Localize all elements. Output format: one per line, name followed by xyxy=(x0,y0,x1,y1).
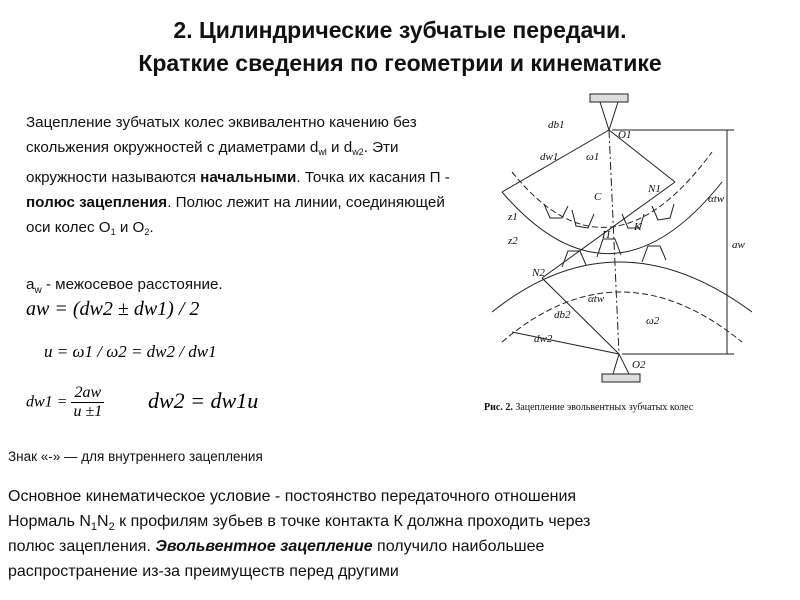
condition-text: полюс зацепления. xyxy=(8,538,156,555)
term-pitch-point: полюс зацепления xyxy=(26,194,168,211)
subscript: 1 xyxy=(110,227,116,237)
center-line xyxy=(609,130,619,354)
fraction-numerator: 2aw xyxy=(71,384,104,403)
gear-mesh-diagram xyxy=(472,92,792,437)
condition-text: Нормаль N xyxy=(8,513,91,530)
subscript: 2 xyxy=(144,227,150,237)
support-line xyxy=(600,102,609,130)
term-involute-mesh: Эвольвентное зацепление xyxy=(155,538,373,555)
caption-text: Зацепление эвольвентных зубчатых колес xyxy=(515,402,694,413)
subscript: 2 xyxy=(108,521,115,534)
title-line-2: Краткие сведения по геометрии и кинематике xyxy=(138,50,662,76)
formula-left: dw1 = xyxy=(26,393,68,411)
support-top xyxy=(590,94,628,102)
center-distance-note xyxy=(26,276,223,296)
label-omega1: ω1 xyxy=(586,151,600,163)
label-dw2: dw2 xyxy=(534,333,553,345)
condition-line-3 xyxy=(8,534,788,559)
formula-dw2 xyxy=(148,388,258,414)
intro-text: Зацепление зубчатых колес эквивалентно качению без скольжения окружностей с диаметрами d xyxy=(26,114,417,156)
support-bottom xyxy=(602,374,640,382)
label-c: C xyxy=(594,191,602,203)
label-db2: db2 xyxy=(554,309,571,321)
intro-text: и О xyxy=(115,219,145,236)
caption-number: 2. xyxy=(505,402,513,413)
figure-caption xyxy=(484,402,693,413)
term-initial-circles: начальными xyxy=(200,169,297,186)
support-line xyxy=(613,354,619,374)
label-db1: db1 xyxy=(548,119,565,131)
gear1-pitch-circle xyxy=(502,182,722,254)
subscript: wl xyxy=(318,147,327,157)
title-line-1: 2. Цилиндрические зубчатые передачи. xyxy=(173,17,627,43)
page-title xyxy=(0,14,800,80)
intro-text: . Полюс лежит на линии, соединяющей оси колес О xyxy=(26,194,445,236)
label-z1: z1 xyxy=(508,211,518,223)
formula-dw1 xyxy=(26,384,104,421)
intro-paragraph xyxy=(26,110,466,245)
support-line xyxy=(609,102,618,130)
label-alpha-tw-bottom: αtw xyxy=(588,293,605,305)
condition-text: N xyxy=(97,513,109,530)
formula-text: dw2 = dw1u xyxy=(148,388,259,413)
intro-text: и d xyxy=(326,139,353,156)
label-pole: П xyxy=(602,229,610,241)
fraction-denominator: u ±1 xyxy=(73,403,103,420)
label-o1: O1 xyxy=(618,129,632,141)
label-k: K xyxy=(634,221,642,233)
intro-text: . xyxy=(149,219,154,236)
subscript: w xyxy=(34,285,42,297)
sign-note: Знак «-» — для внутреннего зацепления xyxy=(8,449,263,464)
condition-line-4: распространение из-за преимуществ перед другими xyxy=(8,563,399,580)
formula-center-distance xyxy=(26,298,199,321)
label-z2: z2 xyxy=(508,235,518,247)
formula-text: u = ω1 / ω2 = dw2 / dw1 xyxy=(44,342,217,361)
label-n1: N1 xyxy=(648,183,661,195)
radius-line xyxy=(512,332,619,354)
kinematic-condition xyxy=(8,484,788,540)
label-o2: O2 xyxy=(632,359,646,371)
condition-text: получило наибольшее xyxy=(372,538,545,555)
fraction xyxy=(71,384,104,421)
label-omega2: ω2 xyxy=(646,315,660,327)
gear2-pitch-circle xyxy=(492,262,752,312)
label-dw1: dw1 xyxy=(540,151,559,163)
support-line xyxy=(619,354,629,374)
label-alpha-tw-top: αtw xyxy=(708,193,725,205)
involute-note xyxy=(8,534,788,584)
formula-gear-ratio xyxy=(44,342,217,362)
condition-line-1: Основное кинематическое условие - постоянство передаточного отношения xyxy=(8,488,577,505)
label-n2: N2 xyxy=(532,267,545,279)
intro-text: . Точка их касания П - xyxy=(296,169,450,186)
intro-text: . Эти окружности называются xyxy=(26,139,399,186)
condition-text: к профилям зубьев в точке контакта К должна проходить через xyxy=(114,513,591,530)
gear1-teeth xyxy=(544,204,674,228)
caption-fig: Рис. xyxy=(484,402,503,413)
aw-symbol: a xyxy=(26,276,35,293)
subscript: w2 xyxy=(352,147,364,157)
formula-text: aw = (dw2 ± dw1) / 2 xyxy=(26,298,200,320)
aw-text: - межосевое расстояние. xyxy=(41,276,223,293)
subscript: 1 xyxy=(90,521,98,534)
label-aw: aw xyxy=(732,239,745,251)
